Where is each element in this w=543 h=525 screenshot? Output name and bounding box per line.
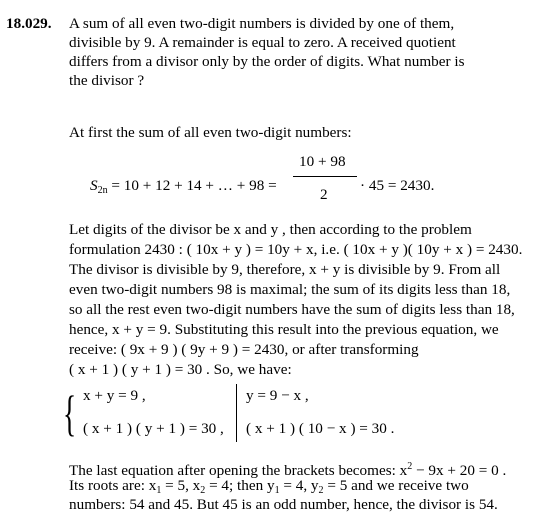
problem-line: divisible by 9. A remainder is equal to zero. A received quotient bbox=[69, 34, 456, 51]
paragraph-line: The divisor is divisible by 9, therefore, x + y is divisible by 9. From all bbox=[69, 261, 501, 278]
problem-line: the divisor ? bbox=[69, 72, 145, 89]
system-right-eq1: y = 9 − x , bbox=[246, 387, 309, 404]
paragraph-line: so all the rest even two-digit numbers have the sum of digits less than 18, bbox=[69, 301, 515, 318]
fraction-numerator: 10 + 98 bbox=[299, 153, 346, 170]
paragraph-line: formulation 2430 : ( 10x + y ) = 10y + x, i.e. ( 10x + y )( 10y + x ) = 2430. bbox=[69, 241, 523, 258]
problem-line: A sum of all even two-digit numbers is divided by one of them, bbox=[69, 15, 455, 32]
quadratic-line: The last equation after opening the brackets becomes: $x^2 - 9x + 20 = 0$ . bbox=[69, 461, 507, 479]
system-divider bbox=[236, 384, 237, 442]
sum-formula-lhs: S2n = 10 + 12 + 14 + … + 98 = bbox=[90, 177, 277, 196]
solution-intro: At first the sum of all even two-digit numbers: bbox=[69, 124, 352, 141]
paragraph-line: hence, x + y = 9. Substituting this result into the previous equation, we bbox=[69, 321, 499, 338]
problem-number: 18.029. bbox=[6, 15, 52, 32]
fraction-denominator: 2 bbox=[320, 186, 328, 203]
paragraph-line: ( x + 1 ) ( y + 1 ) = 30 . So, we have: bbox=[69, 361, 292, 378]
system-right-eq2: ( x + 1 ) ( 10 − x ) = 30 . bbox=[246, 420, 395, 437]
system-left-eq1: x + y = 9 , bbox=[83, 387, 146, 404]
paragraph-line: Let digits of the divisor be x and y , then according to the problem bbox=[69, 221, 472, 238]
paragraph-line: even two-digit numbers 98 is maximal; the sum of its digits less than 18, bbox=[69, 281, 511, 298]
paragraph-line: receive: ( 9x + 9 ) ( 9y + 9 ) = 2430, or after transforming bbox=[69, 341, 419, 358]
system-left-eq2: ( x + 1 ) ( y + 1 ) = 30 , bbox=[83, 420, 224, 437]
system-brace: { bbox=[63, 385, 77, 441]
roots-line: Its roots are: x1 = 5, x2 = 4; then y1 = 4, y2 = 5 and we receive two bbox=[69, 477, 469, 496]
sum-formula-tail: · 45 = 2430. bbox=[360, 177, 435, 194]
fraction-bar bbox=[293, 176, 357, 177]
conclusion-line: numbers: 54 and 45. But 45 is an odd number, hence, the divisor is 54. bbox=[69, 496, 498, 513]
problem-line: differs from a divisor only by the order of digits. What number is bbox=[69, 53, 465, 70]
